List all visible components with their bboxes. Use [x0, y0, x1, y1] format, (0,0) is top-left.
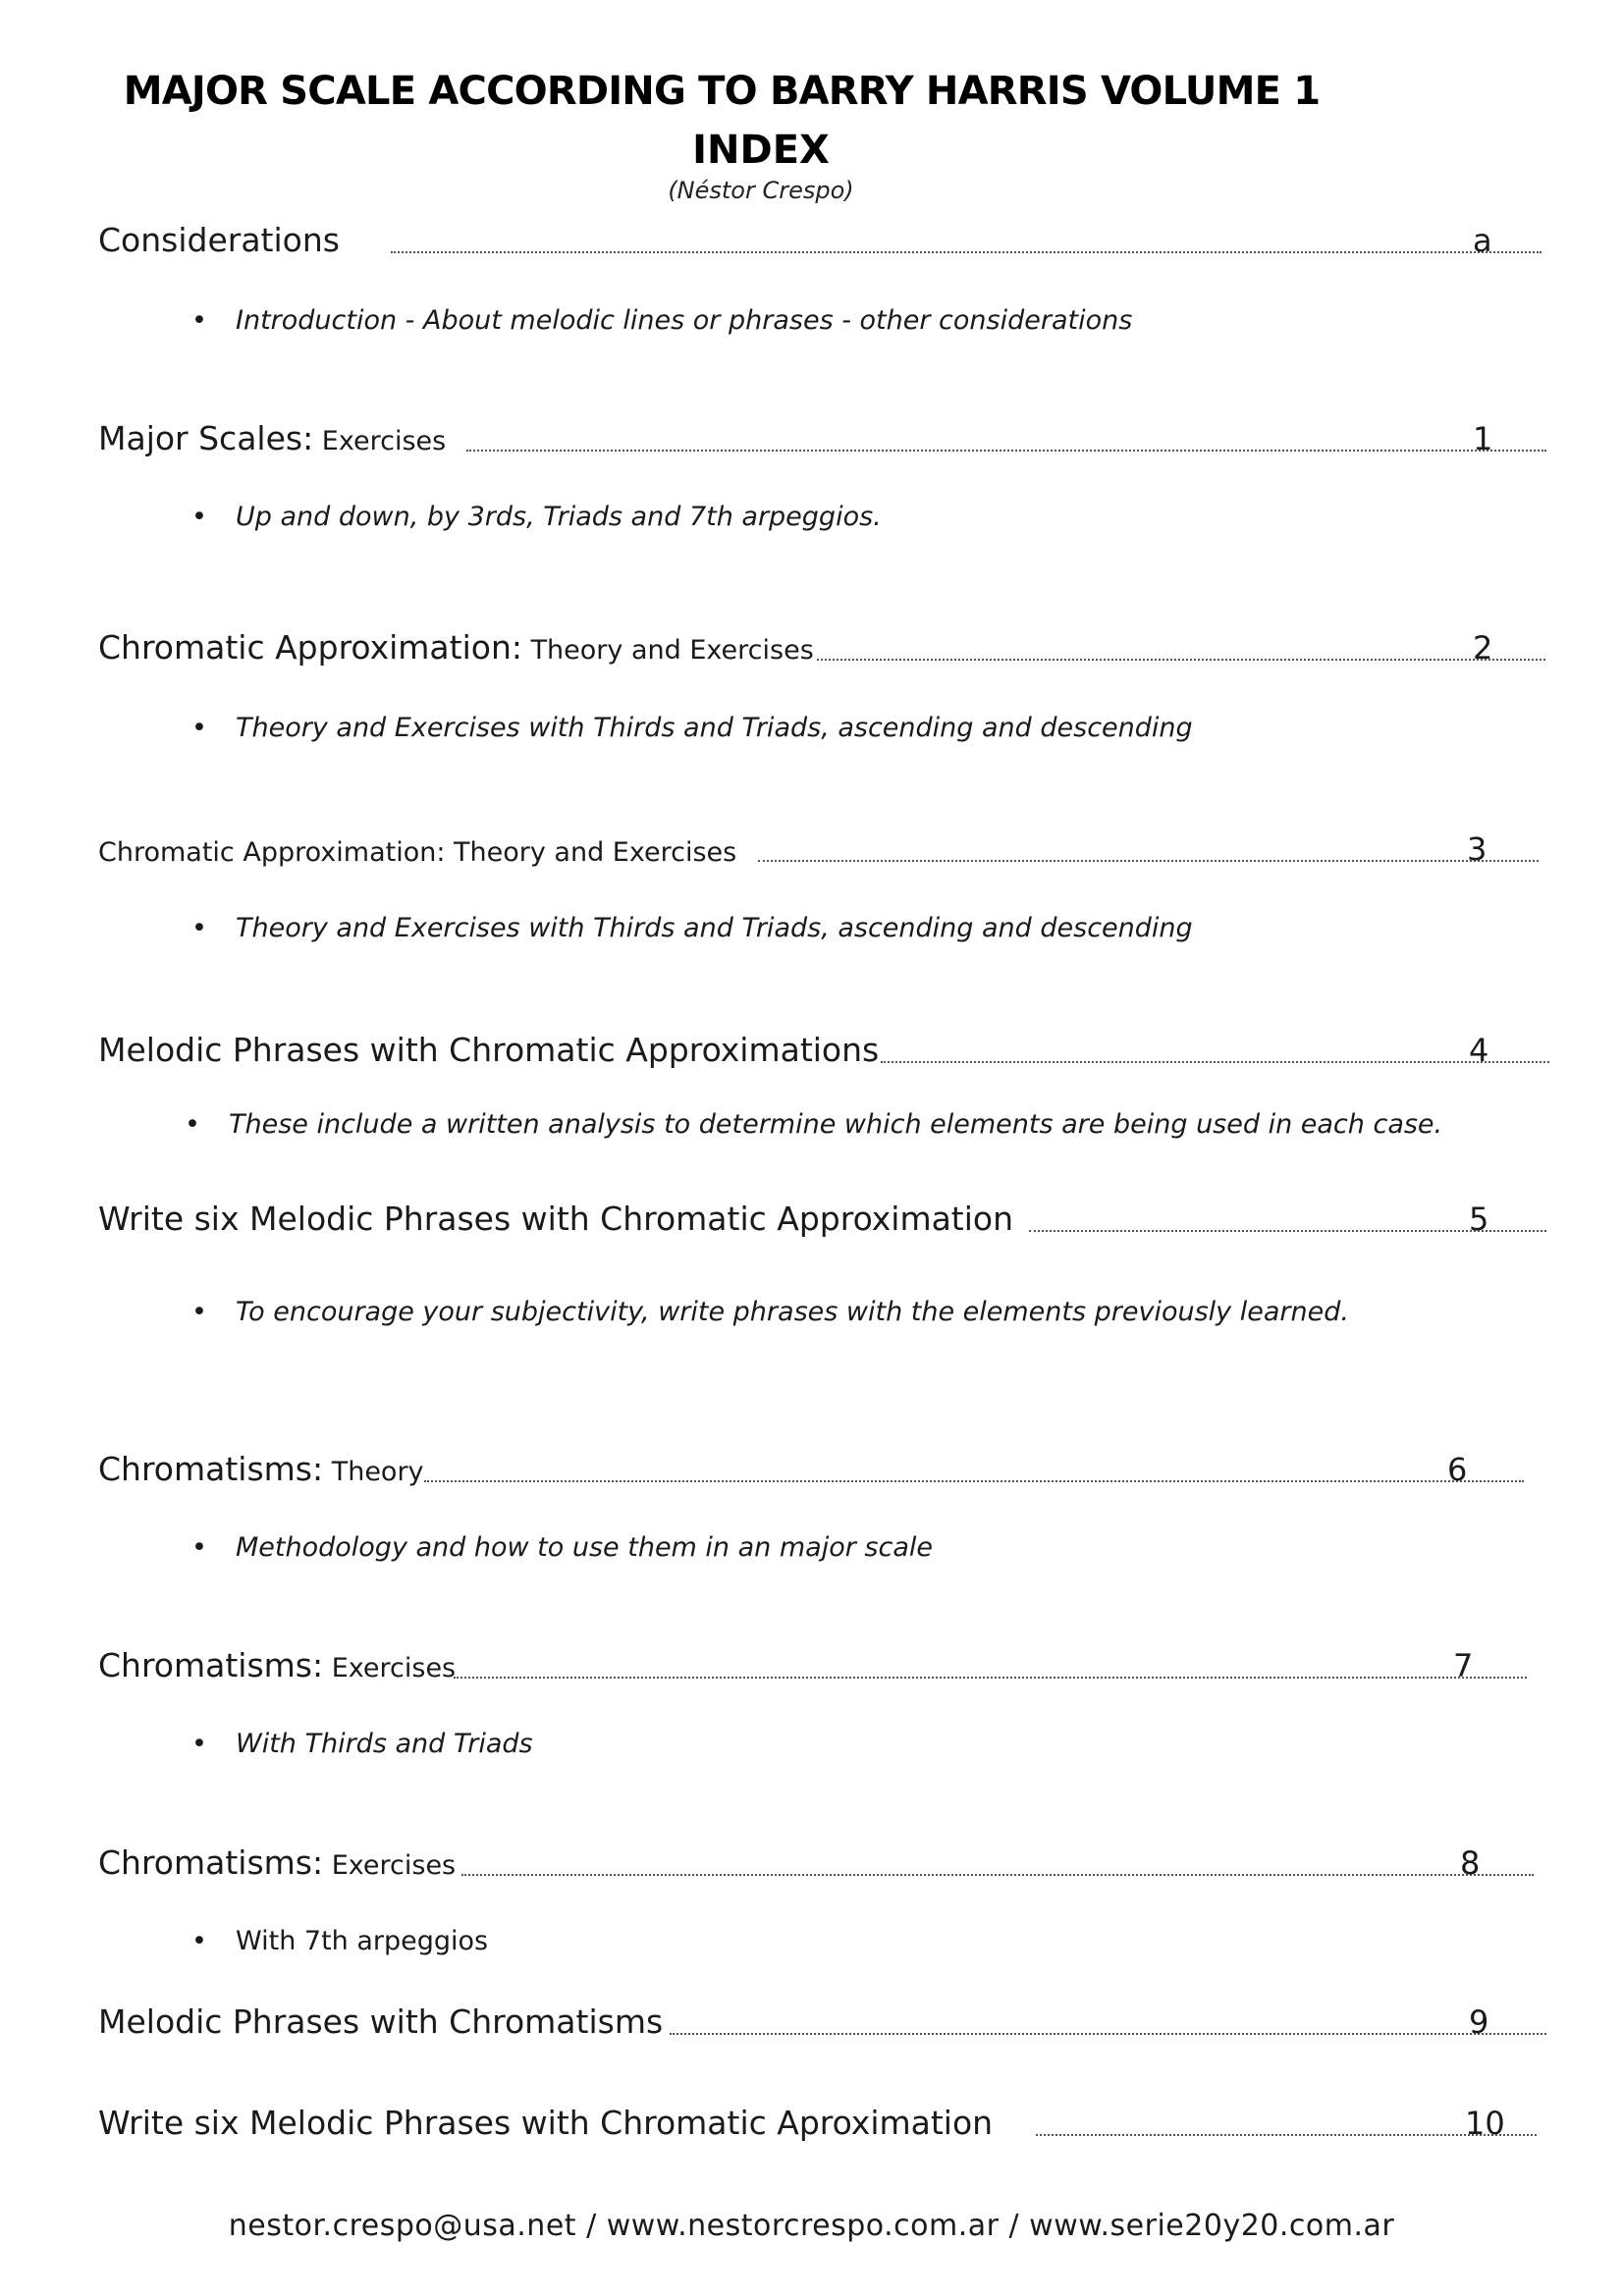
- toc-leader: [454, 1677, 1527, 1679]
- toc-entry-title: Considerations: [98, 221, 340, 259]
- toc-entry-title: Chromatisms: Exercises: [98, 1843, 457, 1882]
- bullet-icon: •: [191, 1926, 207, 1956]
- toc-entry: [98, 1026, 1522, 1075]
- toc-entry-note: • These include a written analysis to determine which elements are being used in each case.: [185, 1109, 1443, 1140]
- toc-page-number: 5: [1469, 1201, 1489, 1238]
- toc-entry-title: Melodic Phrases with Chromatic Approximations: [98, 1031, 880, 1069]
- toc-leader: [817, 659, 1545, 661]
- toc-page-number: 7: [1453, 1647, 1474, 1684]
- toc-entry: [98, 1195, 1522, 1244]
- toc-entry-note: • Theory and Exercises with Thirds and Triads, ascending and descending: [191, 913, 1193, 943]
- toc-page-number: 6: [1447, 1451, 1468, 1488]
- toc-leader: [461, 1874, 1534, 1876]
- contact-footer: nestor.crespo@usa.net / www.nestorcrespo.com.ar / www.serie20y20.com.ar: [228, 2209, 1395, 2243]
- index-heading: INDEX: [692, 128, 830, 173]
- toc-entry-title: Chromatic Approximation: Theory and Exercises: [98, 628, 814, 667]
- toc-entry-note: • Theory and Exercises with Thirds and Triads, ascending and descending: [191, 713, 1193, 743]
- toc-leader: [670, 2033, 1546, 2035]
- toc-page-number: a: [1473, 222, 1492, 259]
- document-title: MAJOR SCALE ACCORDING TO BARRY HARRIS VOLUME 1: [123, 69, 1321, 114]
- toc-entry: [98, 2099, 1522, 2148]
- toc-entry-title: Major Scales: Exercises: [98, 419, 447, 457]
- toc-entry: [98, 1445, 1502, 1494]
- toc-entry-note: • Methodology and how to use them in an major scale: [191, 1532, 933, 1563]
- toc-entry-title: Write six Melodic Phrases with Chromatic Approximation: [98, 1200, 1014, 1238]
- bullet-icon: •: [191, 713, 207, 743]
- toc-entry: [98, 1998, 1522, 2047]
- toc-entry-note: • With 7th arpeggios: [191, 1926, 489, 1956]
- bullet-icon: •: [191, 305, 207, 336]
- toc-leader: [1036, 2134, 1537, 2136]
- toc-entry-note: • With Thirds and Triads: [191, 1729, 533, 1759]
- bullet-icon: •: [191, 1297, 207, 1327]
- toc-leader: [466, 450, 1546, 452]
- toc-leader: [391, 251, 1542, 253]
- bullet-icon: •: [191, 502, 207, 532]
- toc-entry: [98, 1641, 1502, 1690]
- toc-leader: [881, 1061, 1549, 1063]
- bullet-icon: •: [185, 1109, 200, 1140]
- toc-entry: [98, 623, 1512, 672]
- author-name: (Néstor Crespo): [668, 177, 854, 204]
- toc-page-number: 10: [1465, 2105, 1505, 2142]
- toc-entry-title: Chromatisms: Exercises: [98, 1646, 457, 1684]
- toc-entry: [98, 825, 1512, 874]
- toc-entry: [98, 1839, 1512, 1888]
- bullet-icon: •: [191, 913, 207, 943]
- toc-entry: [98, 414, 1512, 463]
- toc-entry: [98, 216, 1502, 265]
- toc-page-number: 2: [1473, 629, 1493, 667]
- toc-page-number: 3: [1467, 830, 1488, 868]
- bullet-icon: •: [191, 1532, 207, 1563]
- toc-leader: [424, 1480, 1524, 1482]
- toc-leader: [758, 860, 1539, 862]
- toc-page-number: 4: [1469, 1032, 1489, 1069]
- toc-page-number: 9: [1469, 2003, 1489, 2041]
- toc-entry-note: • Up and down, by 3rds, Triads and 7th arpeggios.: [191, 502, 882, 532]
- toc-entry-note: • Introduction - About melodic lines or phrases - other considerations: [191, 305, 1133, 336]
- toc-entry-title: Chromatisms: Theory: [98, 1450, 424, 1488]
- toc-entry-title: Melodic Phrases with Chromatisms: [98, 2002, 664, 2041]
- bullet-icon: •: [191, 1729, 207, 1759]
- toc-entry-note: • To encourage your subjectivity, write phrases with the elements previously learned.: [191, 1297, 1349, 1327]
- toc-page-number: 1: [1473, 420, 1493, 457]
- toc-entry-title: Write six Melodic Phrases with Chromatic Aproximation: [98, 2104, 994, 2142]
- toc-page-number: 8: [1460, 1844, 1481, 1882]
- toc-entry-title: Chromatic Approximation: Theory and Exercises: [98, 837, 737, 868]
